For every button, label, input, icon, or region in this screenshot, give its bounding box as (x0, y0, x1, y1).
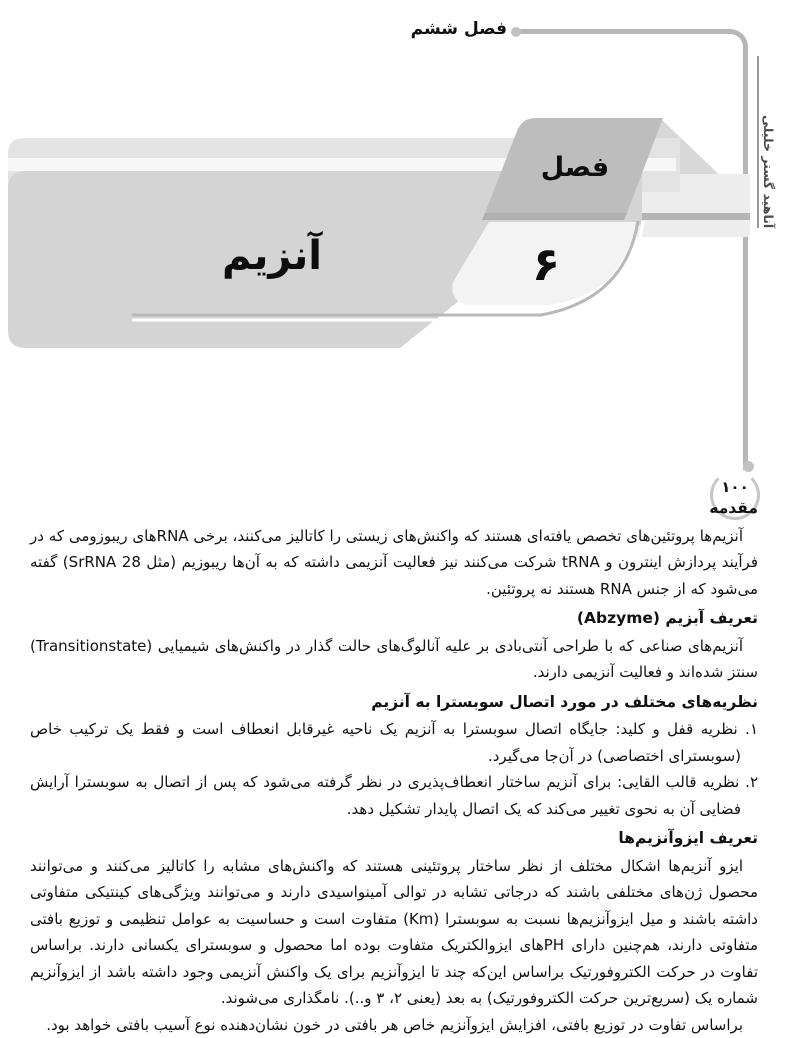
section-heading-intro: مقدمه (30, 495, 758, 522)
ribbon-label: فصل (541, 152, 609, 183)
isozymes-note: براساس تفاوت در توزیع بافتی، افزایش ایزوآنزیم خاص هر بافتی در خون نشان‌دهنده نوع آسیب بافتی خواهد بود. (30, 1012, 758, 1038)
rule-end-dot-icon (743, 461, 754, 472)
rule-start-dot-icon (511, 27, 521, 37)
page-number: ۱۰۰ (713, 478, 757, 496)
section-heading-theories: نظریه‌های مختلف در مورد اتصال سوبسترا به آنزیم (30, 689, 758, 716)
chapter-ribbon-stripe (482, 213, 627, 220)
page-content (30, 492, 758, 1038)
chapter-banner (0, 112, 788, 362)
intro-paragraph: آنزیم‌ها پروتئین‌های تخصص یافته‌ای هستند که واکنش‌های زیستی را کاتالیز می‌کنند، برخی RNAهای ریبوزومی که در فرآیند پردازش اینترون و tRNA شرکت می‌کنند نیز فعالیت آنزیمی داشته که به آن‌ها ریبوزیم (مثل 28 SrRNA) گفته می‌شود که از جنس RNA هستند نه پروتئین. (30, 523, 758, 603)
banner-title: آنزیم (222, 230, 323, 279)
isozymes-paragraph: ایزو آنزیم‌ها اشکال مختلف از نظر ساختار پروتئینی هستند که واکنش‌های مشابه را کاتالیز می‌کنند و می‌توانند محصول ژن‌های مختلفی باشند که درجاتی تشابه در توالی آمینواسیدی دارند و می‌توانند ویژگی‌های کینتیکی متفاوتی داشته باشند و میل ایزوآنزیم‌ها نسبت به سوبسترا (Km) متفاوت است و حساسیت به عوامل تنظیمی و توزیع بافتی متفاوتی دارند، هم‌چنین دارای PHهای ایزوالکتریک متفاوت بوده اما محصول و سوبسترای یکسانی دارند. براساس تفاوت در حرکت الکتروفورتیک براساس این‌که چند تا ایزوآنزیم برای یک واکنش آنزیمی وجود داشته باشد از ایزوآنزیم شماره یک (سریع‌ترین حرکت الکتروفورتیک) به بعد (یعنی ۲، ۳ و..). نامگذاری می‌شوند. (30, 853, 758, 1012)
section-heading-isozymes: تعریف ایزوآنزیم‌ها (30, 825, 758, 852)
theory-item-2: ۲. نظریه قالب القایی: برای آنزیم ساختار انعطاف‌پذیری در نظر گرفته می‌شود که پس از اتصال به سوبسترا آرایش فضایی آن به نحوی تغییر می‌کند که یک اتصال پایدار تشکیل دهد. (30, 769, 758, 822)
chapter-header-label: فصل ششم (411, 19, 507, 39)
theory-item-1: ۱. نظریه قفل و کلید: جایگاه اتصال سوبسترا به آنزیم یک ناحیه غیرقابل انعطاف است و فقط یک ترکیب خاص (سوبسترای اختصاصی) در آن‌جا می‌گیرد. (30, 716, 758, 769)
section-heading-abzyme: تعریف آبزیم (Abzyme) (30, 605, 758, 632)
publisher-watermark: آناهید گستر خلیلی (757, 56, 776, 228)
chapter-number: ۶ (532, 237, 560, 291)
abzyme-paragraph: آنزیم‌های صناعی که با طراحی آنتی‌بادی بر علیه آنالوگ‌های حالت گذار در واکنش‌های شیمیایی (Transitionstate) سنتز شده‌اند و فعالیت آنزیمی دارند. (30, 633, 758, 686)
